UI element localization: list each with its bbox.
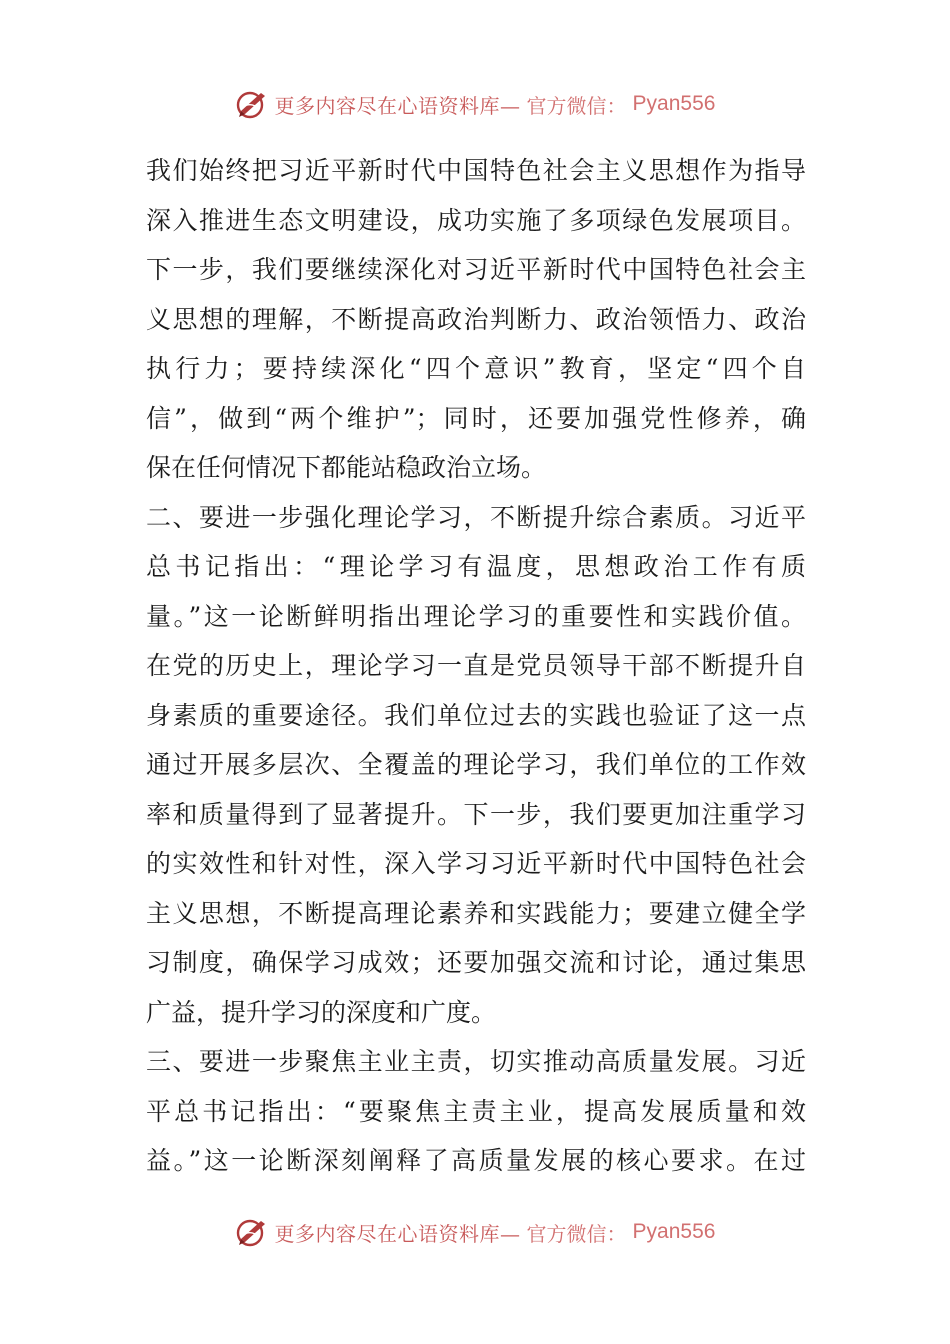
text-line: 习制度，确保学习成效；还要加强交流和讨论，通过集思 <box>146 948 806 977</box>
text-line: 主义思想，不断提高理论素养和实践能力；要建立健全学 <box>146 898 806 928</box>
text-line: 平总书记指出：“要聚焦主责主业，提高发展质量和效 <box>146 1096 806 1126</box>
banner-wechat-id: Pyan556 <box>632 92 716 115</box>
banner-wechat-id: Pyan556 <box>632 1220 716 1243</box>
pen-circle-logo-icon <box>235 1215 269 1249</box>
text-line: 总书记指出：“理论学习有温度，思想政治工作有质 <box>146 552 806 581</box>
text-line: 下一步，我们要继续深化对习近平新时代中国特色社会主 <box>146 255 806 284</box>
banner-slogan: 更多内容尽在心语资料库— <box>274 1221 521 1246</box>
text-line: 三、要进一步聚焦主业主责，切实推动高质量发展。习近 <box>146 1047 806 1076</box>
text-line: 的实效性和针对性，深入学习习近平新时代中国特色社会 <box>146 849 806 878</box>
text-line: 我们始终把习近平新时代中国特色社会主义思想作为指导 <box>146 156 806 185</box>
text-line: 通过开展多层次、全覆盖的理论学习，我们单位的工作效 <box>146 750 806 779</box>
text-line: 深入推进生态文明建设，成功实施了多项绿色发展项目。 <box>146 205 806 235</box>
text-line: 保在任何情况下都能站稳政治立场。 <box>146 453 547 482</box>
text-line: 信”，做到“两个维护”；同时，还要加强党性修养，确 <box>146 403 806 433</box>
banner-wechat-label: 官方微信： <box>526 1221 627 1246</box>
header-banner <box>0 84 950 124</box>
text-line: 义思想的理解，不断提高政治判断力、政治领悟力、政治 <box>146 304 806 334</box>
footer-banner <box>0 1212 950 1252</box>
text-line: 身素质的重要途径。我们单位过去的实践也验证了这一点 <box>146 700 806 730</box>
text-line: 二、要进一步强化理论学习，不断提升综合素质。习近平 <box>146 502 806 532</box>
banner-slogan: 更多内容尽在心语资料库— <box>274 93 521 118</box>
text-line: 广益，提升学习的深度和广度。 <box>146 997 497 1027</box>
text-line: 量。”这一论断鲜明指出理论学习的重要性和实践价值。 <box>146 601 806 631</box>
pen-circle-logo-icon <box>235 87 269 121</box>
document-body <box>146 146 806 1186</box>
text-line: 益。”这一论断深刻阐释了高质量发展的核心要求。在过 <box>146 1146 806 1175</box>
text-line: 率和质量得到了显著提升。下一步，我们要更加注重学习 <box>146 799 806 829</box>
text-line: 在党的历史上，理论学习一直是党员领导干部不断提升自 <box>146 651 806 680</box>
text-line: 执行力；要持续深化“四个意识”教育，坚定“四个自 <box>146 354 806 383</box>
banner-wechat-label: 官方微信： <box>526 93 627 118</box>
